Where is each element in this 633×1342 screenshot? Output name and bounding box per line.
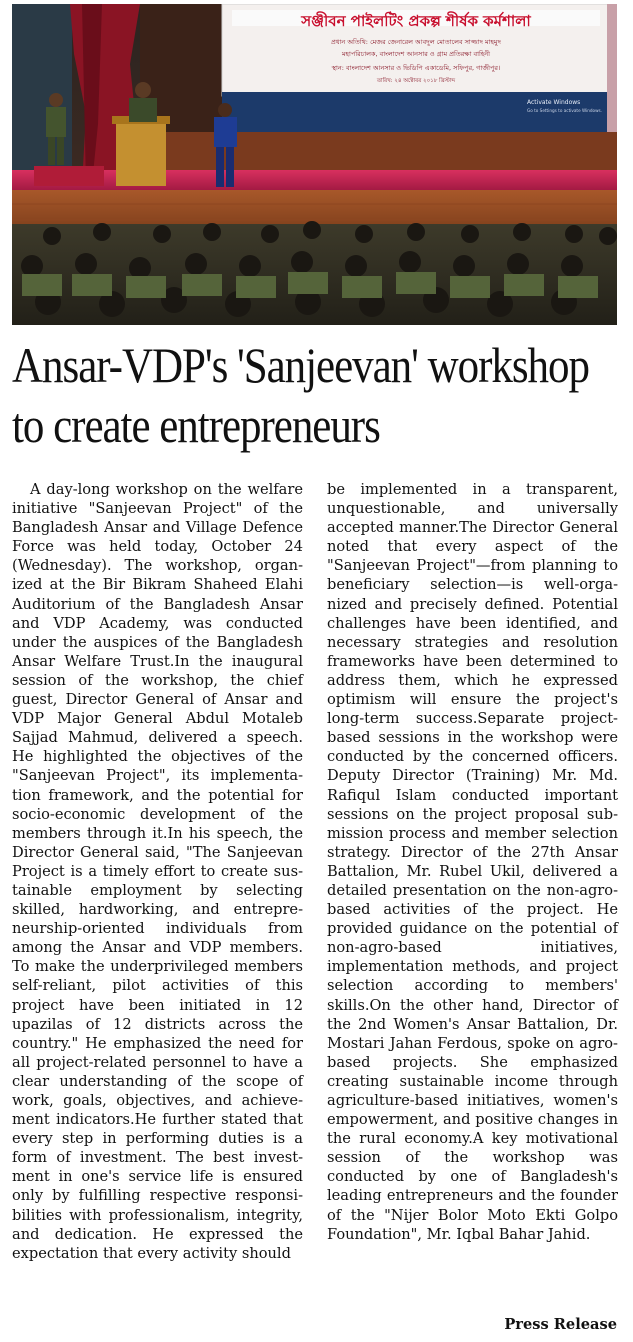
article-text-right: be implemented in a transparent, unquestionable, and universally accepted manner.The Director General noted that every aspect of the "Sanjeevan Project"—from planning to beneficiary selection—is well-organized and precisely defined. Potential challenges have been identified, and necessary strategies and resolution frameworks have been determined to address them, which he expressed optimism will ensure the project's long-term success.Separate project-based sessions in the workshop were conducted by the concerned officers. Deputy Director (Training) Mr. Md. Rafiqul Islam conducted important sessions on the project proposal submission process and member selection strategy. Director of the 27th Ansar Battalion, Mr. Rubel Ukil, delivered a detailed presentation on the non-agro-based activities of the project. He provided guidance on the potential of non-agro-based initiatives, implementation methods, and project selection according to members' skills.On the other hand, Director of the 2nd Women's Ansar Battalion, Dr. Mostari Jahan Ferdous, spoke on agro-based projects. She emphasized creating sustainable income through agriculture-based initiatives, women's empowerment, and positive changes in the rural economy.A key motivational session of the workshop was conducted by one of Bangladesh's leading entrepreneurs and the founder of the "Nijer Bolor Moto Ekti Golpo Foundation", Mr. Iqbal Bahar Jahid. xyxy=(327,481,618,1243)
banner-line-4: তারিখ: ২৪ অক্টোবর ২০১৮ খ্রিস্টাব্দ xyxy=(376,78,456,84)
activate-windows-line-1: Activate Windows xyxy=(527,99,581,106)
article-column-right xyxy=(327,480,618,1244)
press-release-signature: Press Release xyxy=(504,1316,617,1333)
auditorium-scene xyxy=(12,4,617,325)
banner-title: সঞ্জীবন পাইলটিং প্রকল্প শীর্ষক কর্মশালা xyxy=(301,12,531,30)
headline-line-2: to create entrepreneurs xyxy=(12,397,380,453)
activate-windows-line-2: Go to Settings to activate Windows. xyxy=(527,108,603,113)
workshop-photo xyxy=(12,4,617,325)
article-text-left: A day-long workshop on the welfare initiative "Sanjeevan Project" of the Bangladesh Ansar and Village Defence Force was held today, October 24 (Wednesday). The workshop, organized at the Bir Bikram Shaheed Elahi Auditorium of the Bangladesh Ansar and VDP Academy, was conducted under the auspices of the Bangladesh Ansar Welfare Trust.In the inaugural session of the workshop, the chief guest, Director General of Ansar and VDP Major General Abdul Motaleb Sajjad Mahmud, delivered a speech. He highlighted the objectives of the "Sanjeevan Project", its implementation framework, and the potential for socio-economic development of the members through it.In his speech, the Director General said, "The Sanjeevan Project is a timely effort to create sustainable employment by selecting skilled, hardworking, and entrepreneurship-oriented individuals from among the Ansar and VDP members. To make the underprivileged members self-reliant, pilot activities of this project have been initiated in 12 upazilas of 12 districts across the country." He emphasized the need for all project-related personnel to have a clear understanding of the scope of work, goals, objectives, and achievement indicators.He further stated that every step in performing duties is a form of investment. The best investment in one's service life is ensured only by fulfilling respective responsibilities with professionalism, integrity, and dedication. He expressed the expectation that every activity should xyxy=(12,481,303,1262)
banner-line-3: স্থান: বাংলাদেশ আনসার ও ভিডিপি একাডেমি, সফিপুর, গাজীপুর। xyxy=(331,64,501,72)
headline-line-1: Ansar-VDP's 'Sanjeevan' workshop xyxy=(12,337,589,393)
headline xyxy=(12,335,621,455)
banner-line-1: প্রধান অতিথি: মেজর জেনারেল আবদুল মোতালেব সাজ্জাদ মাহমুদ xyxy=(331,38,501,46)
banner-line-2: মহাপরিচালক, বাংলাদেশ আনসার ও গ্রাম প্রতিরক্ষা বাহিনী xyxy=(341,50,491,58)
article-column-left xyxy=(12,480,303,1263)
